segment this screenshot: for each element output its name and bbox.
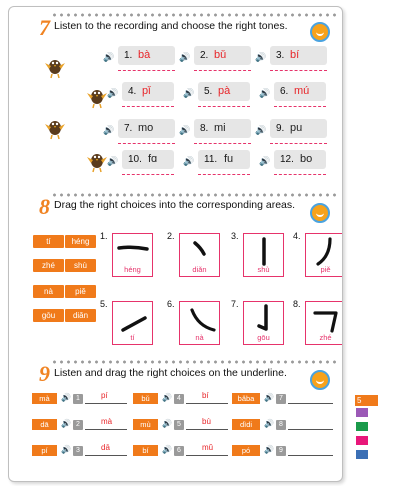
answer-underline xyxy=(118,143,175,144)
ti-stroke xyxy=(113,302,152,336)
stroke-label: tí xyxy=(130,333,135,342)
speaker-icon[interactable]: 🔊 xyxy=(183,88,195,98)
answer-text: mǔ xyxy=(202,443,214,452)
tone-choice-4[interactable] xyxy=(122,82,174,101)
choice-shù[interactable]: shù xyxy=(65,259,96,272)
answer-underline xyxy=(270,70,327,71)
drop-area-5[interactable] xyxy=(112,301,153,345)
speaker-icon[interactable]: 🔊 xyxy=(255,125,267,135)
item-number: 1 xyxy=(73,394,83,404)
speaker-icon[interactable]: 🔊 xyxy=(103,125,115,135)
stroke-label: héng xyxy=(124,265,141,274)
drop-area-4[interactable] xyxy=(305,233,343,277)
answer-underline xyxy=(274,174,326,175)
box-number: 7. xyxy=(231,299,239,309)
pinyin-text: fɑ xyxy=(148,153,158,165)
box-number: 1. xyxy=(100,231,108,241)
tone-choice-2[interactable] xyxy=(194,46,251,65)
drop-area-6[interactable] xyxy=(179,301,220,345)
zhe-stroke xyxy=(306,302,343,336)
choice-héng[interactable]: héng xyxy=(65,235,96,248)
item-number: 9. xyxy=(276,123,285,134)
item-number: 7 xyxy=(276,394,286,404)
tone-choice-8[interactable] xyxy=(194,119,251,138)
side-swatch[interactable] xyxy=(356,422,368,431)
answer-underline[interactable] xyxy=(288,455,333,456)
choice-mà[interactable]: mà xyxy=(32,393,57,404)
item-number: 10. xyxy=(128,154,142,165)
stroke-label: diǎn xyxy=(192,265,207,274)
item-number: 11. xyxy=(204,154,218,165)
item-number: 2. xyxy=(200,50,209,61)
page-number-tab[interactable]: 5 xyxy=(355,395,378,406)
choice-bí[interactable]: bí xyxy=(133,445,158,456)
tone-choice-5[interactable] xyxy=(198,82,250,101)
answer-underline xyxy=(194,70,251,71)
answer-text: bí xyxy=(202,391,209,400)
item-number: 2 xyxy=(73,420,83,430)
section-9-number: 9 xyxy=(39,361,50,386)
stroke-label: shù xyxy=(257,265,270,274)
pinyin-text: bí xyxy=(290,49,300,61)
item-number: 5. xyxy=(204,86,213,97)
speaker-icon[interactable]: 🔊 xyxy=(183,156,195,166)
speaker-icon[interactable]: 🔊 xyxy=(179,125,191,135)
exercise-page xyxy=(8,6,343,482)
pinyin-text: mú xyxy=(294,85,310,97)
pinyin-text: pà xyxy=(218,85,231,97)
answer-underline[interactable] xyxy=(186,429,228,430)
speaker-icon[interactable]: 🔊 xyxy=(162,445,172,454)
speaker-icon[interactable]: 🔊 xyxy=(107,156,119,166)
item-number: 4. xyxy=(128,86,137,97)
pinyin-text: fu xyxy=(224,153,234,165)
answer-underline[interactable] xyxy=(85,455,127,456)
box-number: 8. xyxy=(293,299,301,309)
drop-area-2[interactable] xyxy=(179,233,220,277)
tone-choice-12[interactable] xyxy=(274,150,326,169)
tone-choice-10[interactable] xyxy=(122,150,174,169)
speaker-icon[interactable]: 🔊 xyxy=(61,393,71,402)
tone-choice-11[interactable] xyxy=(198,150,250,169)
tone-choice-1[interactable] xyxy=(118,46,175,65)
speaker-icon[interactable]: 🔊 xyxy=(264,393,274,402)
choice-pó[interactable]: pó xyxy=(232,445,260,456)
item-number: 5 xyxy=(174,420,184,430)
item-number: 6 xyxy=(174,446,184,456)
na-stroke xyxy=(180,302,219,336)
answer-text: bù xyxy=(202,417,211,426)
choice-nà[interactable]: nà xyxy=(33,285,64,298)
section-7-number: 7 xyxy=(39,15,50,40)
section-8-number: 8 xyxy=(39,194,50,219)
section-divider xyxy=(51,13,337,17)
pinyin-text: pu xyxy=(290,122,303,134)
speaker-icon[interactable]: 🔊 xyxy=(264,445,274,454)
item-number: 4 xyxy=(174,394,184,404)
speaker-icon[interactable]: 🔊 xyxy=(107,88,119,98)
tone-choice-9[interactable] xyxy=(270,119,327,138)
item-number: 3 xyxy=(73,446,83,456)
speaker-icon[interactable]: 🔊 xyxy=(61,419,71,428)
answer-underline xyxy=(194,143,251,144)
choice-tí[interactable]: tí xyxy=(33,235,64,248)
drop-area-1[interactable] xyxy=(112,233,153,277)
answer-underline xyxy=(118,70,175,71)
answer-underline[interactable] xyxy=(288,429,333,430)
answer-text: pí xyxy=(101,391,108,400)
item-number: 6. xyxy=(280,86,289,97)
speaker-icon[interactable]: 🔊 xyxy=(179,52,191,62)
pinyin-text: mo xyxy=(138,122,154,134)
pinyin-text: mi xyxy=(214,122,226,134)
tone-choice-7[interactable] xyxy=(118,119,175,138)
bird-icon xyxy=(85,147,109,173)
drop-area-3[interactable] xyxy=(243,233,284,277)
stroke-label: zhé xyxy=(319,333,332,342)
answer-underline[interactable] xyxy=(85,403,127,404)
drop-area-8[interactable] xyxy=(305,301,343,345)
section-8-title: Drag the right choices into the corresponding areas. xyxy=(54,199,296,211)
box-number: 6. xyxy=(167,299,175,309)
choice-pí[interactable]: pí xyxy=(32,445,57,456)
tone-choice-6[interactable] xyxy=(274,82,326,101)
pinyin-text: pǐ xyxy=(142,85,151,97)
item-number: 3. xyxy=(276,50,285,61)
choice-bǔ[interactable]: bǔ xyxy=(133,393,158,404)
drop-area-7[interactable] xyxy=(243,301,284,345)
choice-dìdi[interactable]: dìdi xyxy=(232,419,260,430)
answer-text: mà xyxy=(101,417,113,426)
section-divider xyxy=(51,193,337,197)
answer-underline[interactable] xyxy=(186,455,228,456)
choice-bǎba[interactable]: bǎba xyxy=(232,393,260,404)
box-number: 4. xyxy=(293,231,301,241)
answer-underline[interactable] xyxy=(186,403,228,404)
speaker-icon[interactable]: 🔊 xyxy=(61,445,71,454)
speaker-icon[interactable]: 🔊 xyxy=(264,419,274,428)
bird-icon xyxy=(43,53,67,79)
item-number: 1. xyxy=(124,50,133,61)
item-number: 8 xyxy=(276,420,286,430)
answer-underline xyxy=(198,174,250,175)
section-7-title: Listen to the recording and choose the right tones. xyxy=(54,20,288,32)
answer-underline xyxy=(198,106,250,107)
speaker-icon[interactable]: 🔊 xyxy=(255,52,267,62)
stroke-label: gōu xyxy=(257,333,270,342)
smile-icon[interactable] xyxy=(310,203,330,223)
bird-icon xyxy=(43,114,67,140)
answer-underline xyxy=(122,174,174,175)
pinyin-text: bo xyxy=(300,153,313,165)
item-number: 9 xyxy=(276,446,286,456)
box-number: 5. xyxy=(100,299,108,309)
bird-icon xyxy=(85,83,109,109)
pinyin-text: bà xyxy=(138,49,151,61)
choice-gōu[interactable]: gōu xyxy=(33,309,64,322)
heng-stroke xyxy=(113,234,152,268)
box-number: 2. xyxy=(167,231,175,241)
section-9-title: Listen and drag the right choices on the underline. xyxy=(54,367,287,379)
item-number: 7. xyxy=(124,123,133,134)
answer-underline xyxy=(274,106,326,107)
side-swatch[interactable] xyxy=(356,450,368,459)
dian-stroke xyxy=(180,234,219,268)
box-number: 3. xyxy=(231,231,239,241)
speaker-icon[interactable]: 🔊 xyxy=(162,393,172,402)
answer-underline xyxy=(122,106,174,107)
answer-underline[interactable] xyxy=(85,429,127,430)
pie-stroke xyxy=(306,234,343,268)
smile-icon[interactable] xyxy=(310,370,330,390)
pinyin-text: bǔ xyxy=(214,49,227,61)
answer-underline[interactable] xyxy=(288,403,333,404)
speaker-icon[interactable]: 🔊 xyxy=(259,156,271,166)
choice-dā[interactable]: dā xyxy=(32,419,57,430)
speaker-icon[interactable]: 🔊 xyxy=(259,88,271,98)
stroke-label: piě xyxy=(320,265,331,274)
tone-choice-3[interactable] xyxy=(270,46,327,65)
choice-piě[interactable]: piě xyxy=(65,285,96,298)
answer-text: dā xyxy=(101,443,110,452)
choice-zhé[interactable]: zhé xyxy=(33,259,64,272)
item-number: 8. xyxy=(200,123,209,134)
speaker-icon[interactable]: 🔊 xyxy=(103,52,115,62)
side-swatch[interactable] xyxy=(356,408,368,417)
side-swatch[interactable] xyxy=(356,436,368,445)
stroke-label: nà xyxy=(195,333,204,342)
choice-mù[interactable]: mù xyxy=(133,419,158,430)
gou-stroke xyxy=(244,302,283,336)
choice-diǎn[interactable]: diǎn xyxy=(65,309,96,322)
answer-underline xyxy=(270,143,327,144)
shu-stroke xyxy=(244,234,283,268)
smile-icon[interactable] xyxy=(310,22,330,42)
speaker-icon[interactable]: 🔊 xyxy=(162,419,172,428)
item-number: 12. xyxy=(280,154,294,165)
section-divider xyxy=(51,360,337,364)
